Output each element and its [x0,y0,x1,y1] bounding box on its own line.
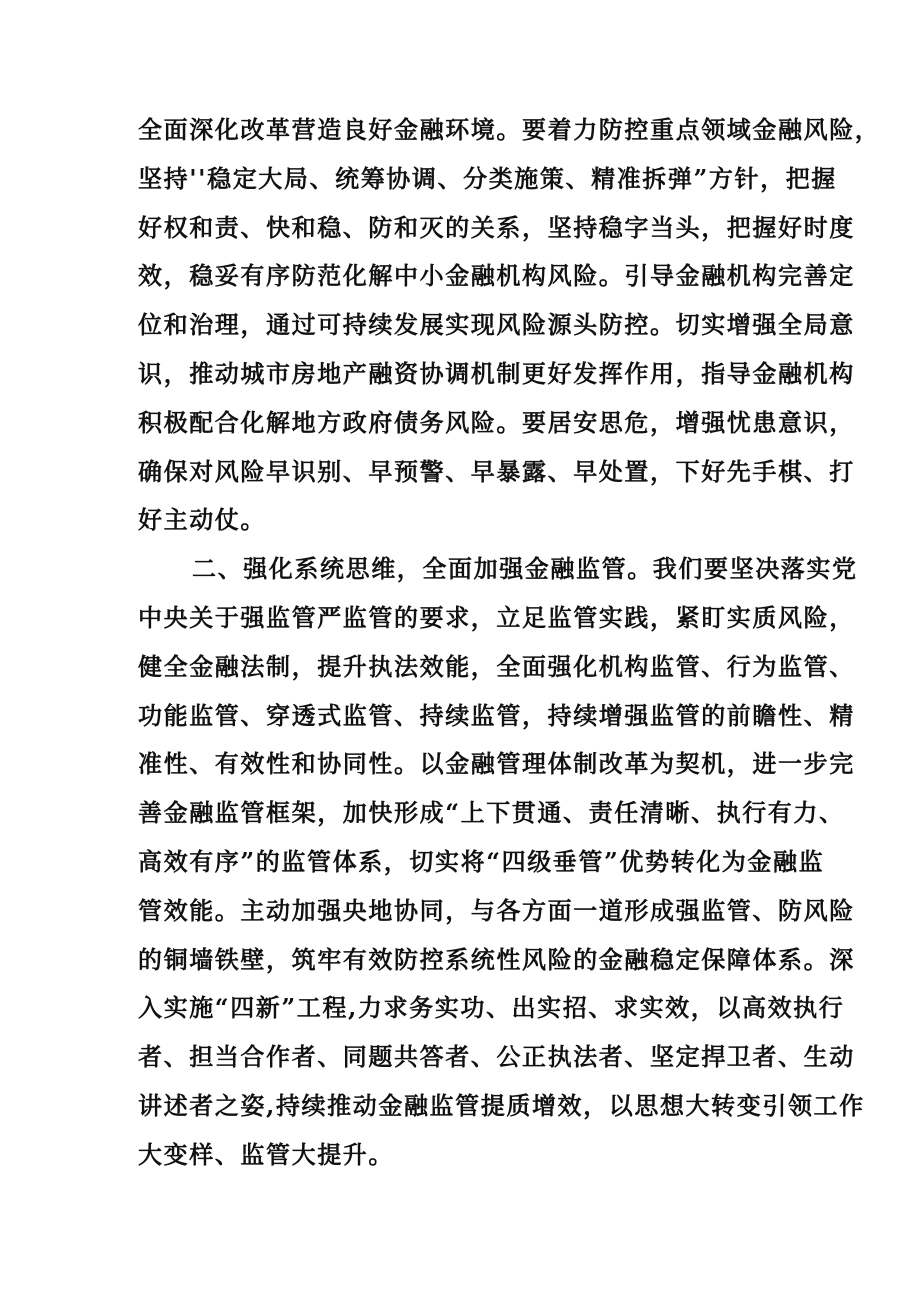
paragraph-line: 位和治理，通过可持续发展实现风险源头防控。切实增强全局意 [138,310,855,340]
paragraph-line: 确保对风险早识别、早预警、早暴露、早处置，下好先手棋、打 [138,456,855,486]
paragraph-line: 善金融监管框架，加快形成“上下贯通、责任清晰、执行有力、 [138,798,845,828]
paragraph-line: 效，稳妥有序防范化解中小金融机构风险。引导金融机构完善定 [138,261,855,291]
paragraph-line: 二、强化系统思维，全面加强金融监管。我们要坚决落实党 [192,554,858,584]
paragraph-line: 功能监管、穿透式监管、持续监管，持续增强监管的前瞻性、精 [138,700,855,730]
paragraph-line: 健全金融法制，提升执法效能，全面强化机构监管、行为监管、 [138,651,855,681]
paragraph-line: 者、担当合作者、同题共答者、公正执法者、坚定捍卫者、生动 [138,1042,855,1072]
paragraph-line: 高效有序”的监管体系，切实将“四级垂管”优势转化为金融监 [138,846,825,876]
paragraph-line: 大变样、监管大提升。 [138,1139,394,1169]
paragraph-line: 全面深化改革营造良好金融环境。要着力防控重点领域金融风险， [138,115,881,144]
document-body [138,106,881,1180]
paragraph-line: 好权和责、快和稳、防和灭的关系，坚持稳字当头，把握好时度 [138,212,855,242]
paragraph-1 [138,106,881,545]
paragraph-line: 管效能。主动加强央地协同，与各方面一道形成强监管、防风险 [138,895,855,925]
paragraph-line: 好主动仗。 [138,505,266,535]
paragraph-line: 准性、有效性和协同性。以金融管理体制改革为契机，进一步完 [138,749,855,779]
paragraph-line: 坚持''稳定大局、统筹协调、分类施策、精准拆弹”方针，把握 [138,163,837,193]
paragraph-line: 讲述者之姿,持续推动金融监管提质增效，以思想大转变引领工作 [138,1090,865,1120]
paragraph-2 [138,545,865,1179]
paragraph-line: 的铜墙铁壁，筑牢有效防控系统性风险的金融稳定保障体系。深 [138,944,855,974]
paragraph-line: 入实施“四新”工程,力求务实功、出实招、求实效，以高效执行 [138,993,845,1023]
paragraph-line: 积极配合化解地方政府债务风险。要居安思危，增强忧患意识， [138,407,855,437]
paragraph-line: 识，推动城市房地产融资协调机制更好发挥作用，指导金融机构 [138,358,855,388]
paragraph-line: 中央关于强监管严监管的要求，立足监管实践，紧盯实质风险， [138,602,855,632]
